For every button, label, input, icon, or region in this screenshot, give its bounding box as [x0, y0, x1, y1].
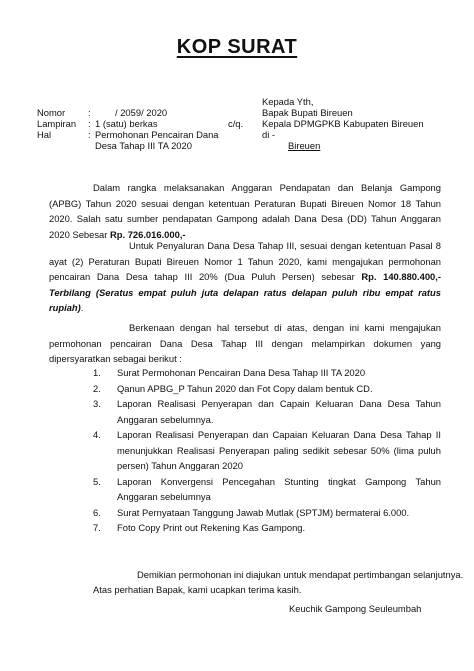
list-item: 5. Laporan Konvergensi Pencegahan Stunting tingkat Gampong Tahun Anggaran sebelumnya [93, 475, 441, 502]
meta-sep-hal: : [88, 129, 91, 140]
paragraph-1-amount: Rp. 726.016.000,- [109, 228, 186, 240]
recipient-cq-prefix: c/q. [228, 118, 244, 129]
meta-value-hal: Permohonan Pencairan Dana [95, 129, 219, 140]
list-item: 3. Laporan Realisasi Penyerapan dan Capain Keluaran Dana Desa Tahun Anggaran sebelumnya. [93, 398, 441, 425]
closing-thanks: Atas perhatian Bapak, kami ucapkan terima kasih. [93, 584, 302, 595]
recipient-di: di - [262, 129, 276, 140]
paragraph-1 [49, 180, 441, 242]
list-item: 2. Qanun APBG_P Tahun 2020 dan Fot Copy dalam bentuk CD. [93, 382, 373, 394]
meta-label-hal: Hal [37, 129, 52, 140]
recipient-name: Bapak Bupati Bireuen [262, 107, 353, 118]
paragraph-2-amount: Rp. 140.880.400,- [361, 271, 441, 282]
paragraph-3: Berkenaan dengan hal tersebut di atas, dengan ini kami mengajukan permohonan pencairan Dana Desa Tahap III dengan melampirkan dokumen yang dipersyaratkan sebagai berikut : [49, 322, 441, 364]
paragraph-2 [49, 238, 441, 316]
paragraph-2-text: Untuk Penyaluran Dana Desa Tahap III, sesuai dengan ketentuan Pasal 8 ayat (2) Peraturan Bupati Bireuen Nomor 1 Tahun 2020, kami mengajukan permohonan pencairan Dana Desa tahap III 20% (Dua Puluh Persen) sebesar [49, 240, 441, 282]
meta-value-nomor: / 2059/ 2020 [115, 107, 168, 118]
meta-value-hal-line2: Desa Tahap III TA 2020 [95, 140, 192, 151]
closing-statement: Demikian permohonan ini diajukan untuk mendapat pertimbangan selanjutnya. [137, 569, 464, 580]
meta-value-lampiran: 1 (satu) berkas [95, 118, 158, 129]
list-item: 1. Surat Permohonan Pencairan Dana Desa Tahap III TA 2020 [93, 367, 366, 378]
paragraph-2-end: . [80, 302, 84, 313]
meta-label-nomor: Nomor [37, 107, 66, 118]
meta-sep-lampiran: : [88, 118, 91, 129]
meta-label-lampiran: Lampiran [37, 118, 77, 129]
list-item: 7. Foto Copy Print out Rekening Kas Gampong. [93, 522, 306, 533]
paragraph-2-terbilang: Terbilang (Seratus empat puluh juta delapan ratus delapan puluh ribu empat ratus rupiah) [49, 286, 441, 313]
letterhead-title: KOP SURAT [176, 36, 298, 58]
recipient-greeting: Kepada Yth, [262, 96, 314, 107]
signature-title: Keuchik Gampong Seuleumbah [289, 603, 422, 614]
attachment-list [93, 365, 441, 536]
list-item: 6. Surat Pernyataan Tanggung Jawab Mutlak (SPTJM) bermaterai 6.000. [93, 506, 410, 518]
recipient-cq: Kepala DPMGPKB Kabupaten Bireuen [262, 118, 424, 129]
meta-sep-nomor: : [88, 107, 91, 118]
paragraph-1-text: Dalam rangka melaksanakan Anggaran Pendapatan dan Belanja Gampong (APBG) Tahun 2020 sesuai dengan ketentuan Peraturan Bupati Bireuen Nomor 18 Tahun 2020. Salah satu sumber pendapatan Gampong adalah Dana Desa (DD) Tahun Anggaran 2020 Sebesar [49, 182, 441, 240]
list-item: 4. Laporan Realisasi Penyerapan dan Capaian Keluaran Dana Desa Tahap II menunjukkan Realisasi Penyerapan paling sedikit sebesar 50% (lima puluh persen) Tahun Anggaran 2020 [93, 429, 441, 471]
recipient-place: Bireuen [288, 140, 321, 151]
